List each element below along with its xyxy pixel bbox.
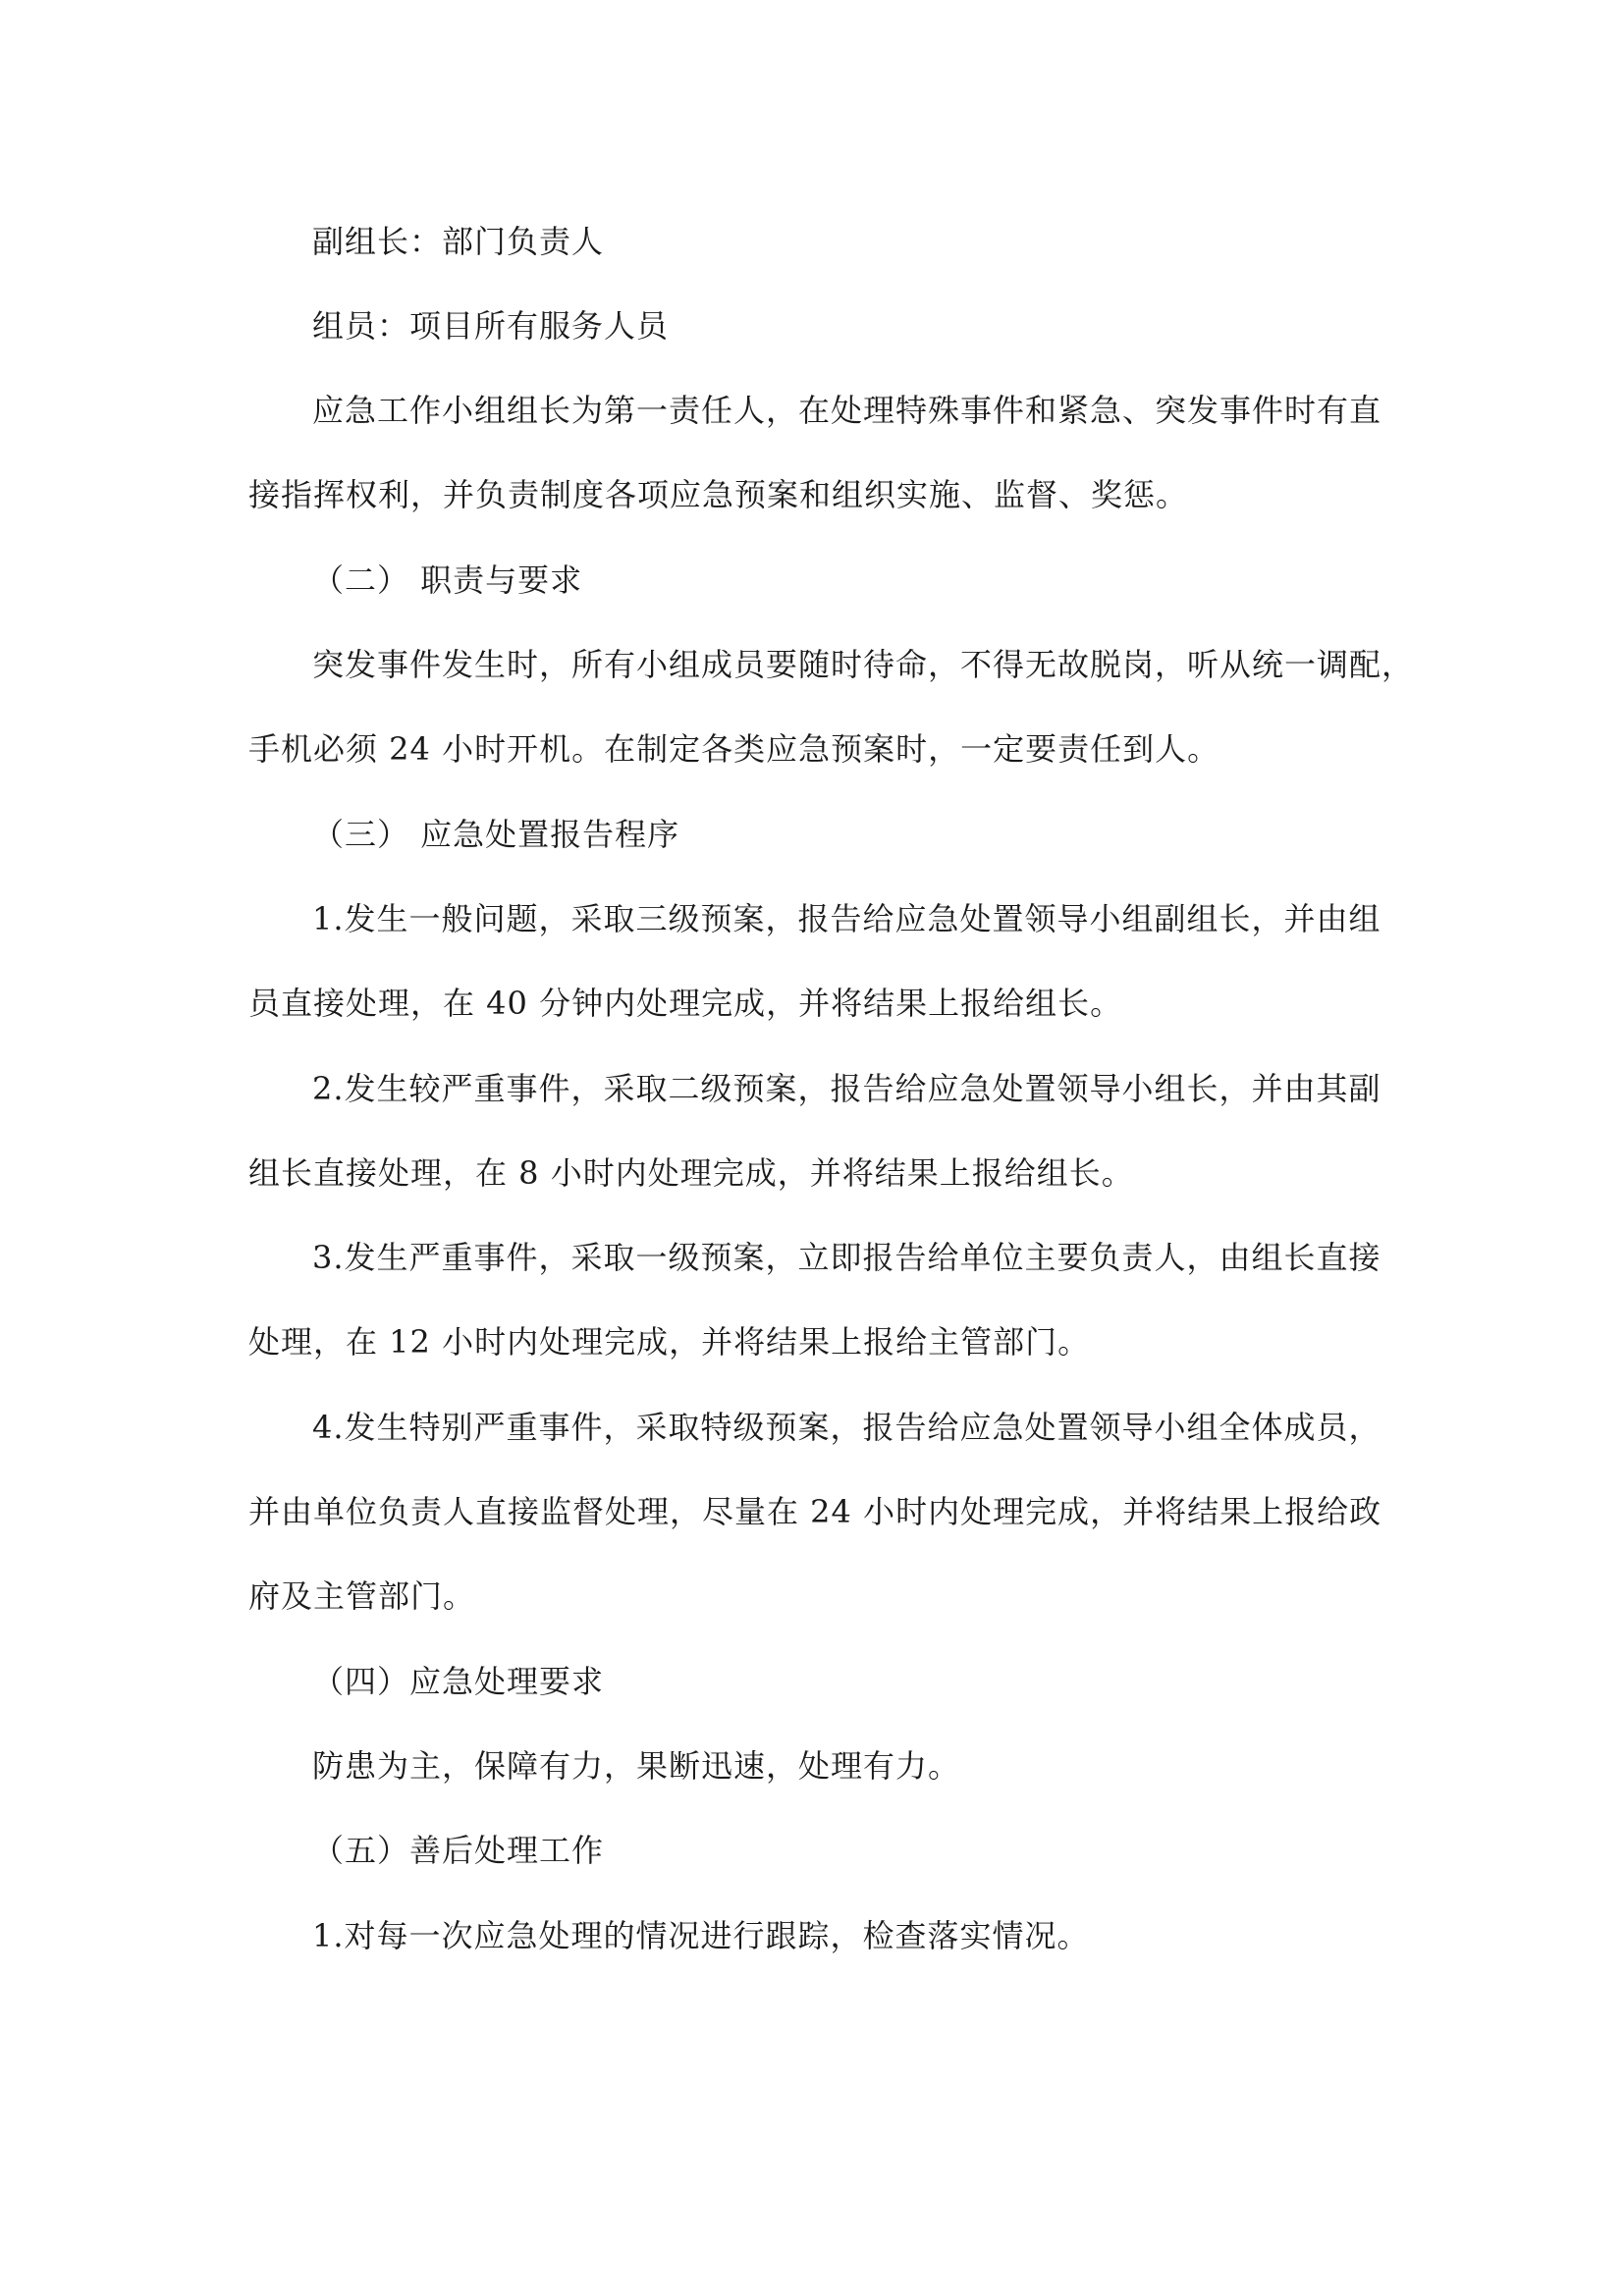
procedure-item-4-line-1: 4.发生特别严重事件，采取特级预案，报告给应急处置领导小组全体成员， — [312, 1409, 1381, 1446]
procedure-item-2-line-1: 2.发生较严重事件，采取二级预案，报告给应急处置领导小组长，并由其副 — [312, 1070, 1381, 1107]
section-heading-report-procedure: （三） 应急处置报告程序 — [312, 816, 680, 853]
members-line: 组员：项目所有服务人员 — [312, 307, 670, 345]
procedure-item-3-line-1: 3.发生严重事件，采取一级预案，立即报告给单位主要负责人，由组长直接 — [312, 1239, 1381, 1276]
section-heading-handling-requirements: （四）应急处理要求 — [312, 1663, 605, 1700]
handling-requirements-text: 防患为主，保障有力，果断迅速，处理有力。 — [312, 1747, 961, 1785]
aftermath-item-1: 1.对每一次应急处理的情况进行跟踪，检查落实情况。 — [312, 1917, 1090, 1954]
paragraph-leader-responsibility-1: 应急工作小组组长为第一责任人，在处理特殊事件和紧急、突发事件时有直 — [312, 392, 1382, 429]
procedure-item-4-line-3: 府及主管部门。 — [248, 1577, 476, 1615]
procedure-item-3-line-2: 处理，在 12 小时内处理完成，并将结果上报给主管部门。 — [248, 1323, 1091, 1361]
procedure-item-4-line-2: 并由单位负责人直接监督处理，尽量在 24 小时内处理完成，并将结果上报给政 — [248, 1493, 1382, 1530]
procedure-item-2-line-2: 组长直接处理，在 8 小时内处理完成，并将结果上报给组长。 — [248, 1154, 1134, 1192]
paragraph-duties-2: 手机必须 24 小时开机。在制定各类应急预案时，一定要责任到人。 — [248, 730, 1220, 768]
paragraph-leader-responsibility-2: 接指挥权利，并负责制度各项应急预案和组织实施、监督、奖惩。 — [248, 476, 1189, 513]
procedure-item-1-line-2: 员直接处理，在 40 分钟内处理完成，并将结果上报给组长。 — [248, 985, 1123, 1022]
section-heading-duties: （二） 职责与要求 — [312, 561, 583, 599]
paragraph-duties-1: 突发事件发生时，所有小组成员要随时待命，不得无故脱岗，听从统一调配， — [312, 646, 1415, 683]
procedure-item-1-line-1: 1.发生一般问题，采取三级预案，报告给应急处置领导小组副组长，并由组 — [312, 900, 1381, 937]
deputy-leader-line: 副组长：部门负责人 — [312, 223, 605, 260]
section-heading-aftermath: （五）善后处理工作 — [312, 1832, 605, 1869]
